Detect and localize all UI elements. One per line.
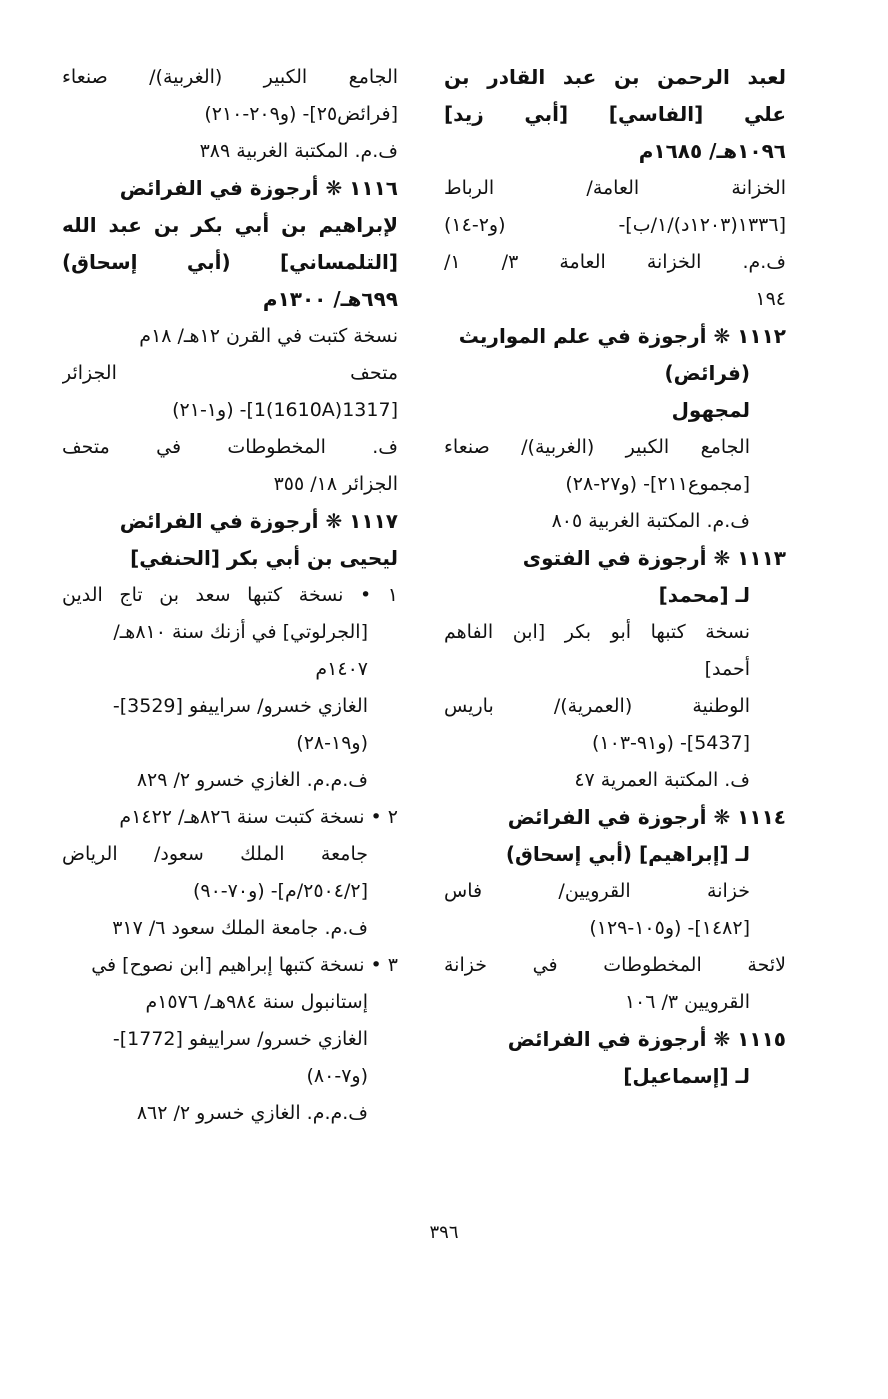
left-column-line: (و٧-٨٠) [306, 1065, 368, 1087]
right-column-line: ١١١٤ ❋ أرجوزة في الفرائض [507, 805, 786, 829]
right-column [444, 62, 786, 1098]
right-column-line: (فرائض) [664, 361, 750, 385]
left-column-line: ف.م.م. الغازي خسرو ٢/ ٨٦٢ [136, 1102, 368, 1124]
right-column-line: لمجهول [671, 398, 750, 422]
right-column-line: ١٠٩٦هـ/ ١٦٨٥م [638, 139, 786, 163]
left-column-line: ٣ • نسخة كتبها إبراهيم [ابن نصوح] في [91, 954, 398, 976]
right-column-line: الخزانة العامة/ الرباط [444, 177, 786, 199]
left-column-line: ف.م. المكتبة الغربية ٣٨٩ [199, 140, 398, 162]
right-column-line: لـ [إبراهيم] (أبي إسحاق) [505, 842, 750, 866]
right-column-line: [مجموع٢١١]- (و٢٧-٢٨) [565, 473, 750, 495]
right-column-line: [١٣٣٦(١٢٠٣د)/١/ب]- (و٢-١٤) [444, 214, 786, 236]
left-column-line: [1317(1610A)1]- (و١-٢١) [172, 399, 398, 421]
right-column-line: الجامع الكبير (الغربية)/ صنعاء [444, 436, 750, 458]
left-column-line: الغازي خسرو/ سراييفو [1772]- [112, 1028, 368, 1050]
right-column-line: خزانة القرويين/ فاس [444, 880, 750, 902]
left-column-line: ١ • نسخة كتبها سعد بن تاج الدين [62, 584, 398, 606]
left-column-line: الجزائر ١٨/ ٣٥٥ [273, 473, 398, 495]
left-column-line: نسخة كتبت في القرن ١٢هـ/ ١٨م [139, 325, 398, 347]
right-column-line: القرويين ٣/ ١٠٦ [624, 991, 750, 1013]
left-column-line: [٢٥٠٤/٢/م]- (و٧٠-٩٠) [192, 880, 368, 902]
left-column-line: ٢ • نسخة كتبت سنة ٨٢٦هـ/ ١٤٢٢م [119, 806, 398, 828]
right-column-line: لـ [محمد] [658, 583, 750, 607]
right-column-line: ١١١٥ ❋ أرجوزة في الفرائض [507, 1027, 786, 1051]
left-column-line: إستانبول سنة ٩٨٤هـ/ ١٥٧٦م [145, 991, 368, 1013]
right-column-line: ف.م. الخزانة العامة ٣/ ١/ [444, 251, 786, 273]
right-column-line: ١٩٤ [755, 288, 786, 310]
right-column-line: نسخة كتبها أبو بكر [ابن الفاهم [444, 621, 750, 643]
right-column-line: ١١١٢ ❋ أرجوزة في علم المواريث [458, 324, 786, 348]
left-column-line: ١١١٧ ❋ أرجوزة في الفرائض [119, 509, 398, 533]
left-column-line: ف.م.م. الغازي خسرو ٢/ ٨٢٩ [136, 769, 368, 791]
left-column-line: ١١١٦ ❋ أرجوزة في الفرائض [119, 176, 398, 200]
right-column-line: الوطنية (العمرية)/ باريس [444, 695, 750, 717]
right-column-line: علي [الفاسي] [أبي زيد] [444, 102, 786, 126]
left-column-line: (و١٩-٢٨) [296, 732, 368, 754]
left-column-line: جامعة الملك سعود/ الرياض [62, 843, 368, 865]
right-column-line: [5437]- (و٩١-١٠٣) [591, 732, 750, 754]
left-column-line: [التلمساني] (أبي إسحاق) [62, 250, 398, 274]
left-column-line: الغازي خسرو/ سراييفو [3529]- [112, 695, 368, 717]
left-column-line: متحف الجزائر [62, 362, 398, 384]
right-column-line: أحمد] [704, 658, 750, 680]
right-column-line: لعبد الرحمن بن عبد القادر بن [444, 65, 786, 89]
right-column-line: ف. المكتبة العمرية ٤٧ [574, 769, 750, 791]
left-column-line: ليحيى بن أبي بكر [الحنفي] [130, 546, 398, 570]
right-column-line: لـ [إسماعيل] [623, 1064, 750, 1088]
left-column-line: [فرائض٢٥]- (و٢٠٩-٢١٠) [204, 103, 398, 125]
left-column-line: [الجرلوتي] في أزنك سنة ٨١٠هـ/ [113, 621, 368, 643]
left-column-line: ٦٩٩هـ/ ١٣٠٠م [262, 287, 398, 311]
left-column-line: ف.م. جامعة الملك سعود ٦/ ٣١٧ [112, 917, 368, 939]
page-number: ٣٩٦ [429, 1222, 459, 1243]
right-column-line: ١١١٣ ❋ أرجوزة في الفتوى [522, 546, 786, 570]
right-column-line: [١٤٨٢]- (و١٠٥-١٢٩) [589, 917, 750, 939]
right-column-line: لائحة المخطوطات في خزانة [444, 954, 786, 976]
left-column-line: ف. المخطوطات في متحف [62, 436, 398, 458]
right-column-line: ف.م. المكتبة الغربية ٨٠٥ [551, 510, 750, 532]
left-column-line: الجامع الكبير (الغربية)/ صنعاء [62, 66, 398, 88]
left-column [62, 62, 398, 1135]
left-column-line: ١٤٠٧م [315, 658, 368, 680]
left-column-line: لإبراهيم بن أبي بكر بن عبد الله [62, 213, 398, 237]
